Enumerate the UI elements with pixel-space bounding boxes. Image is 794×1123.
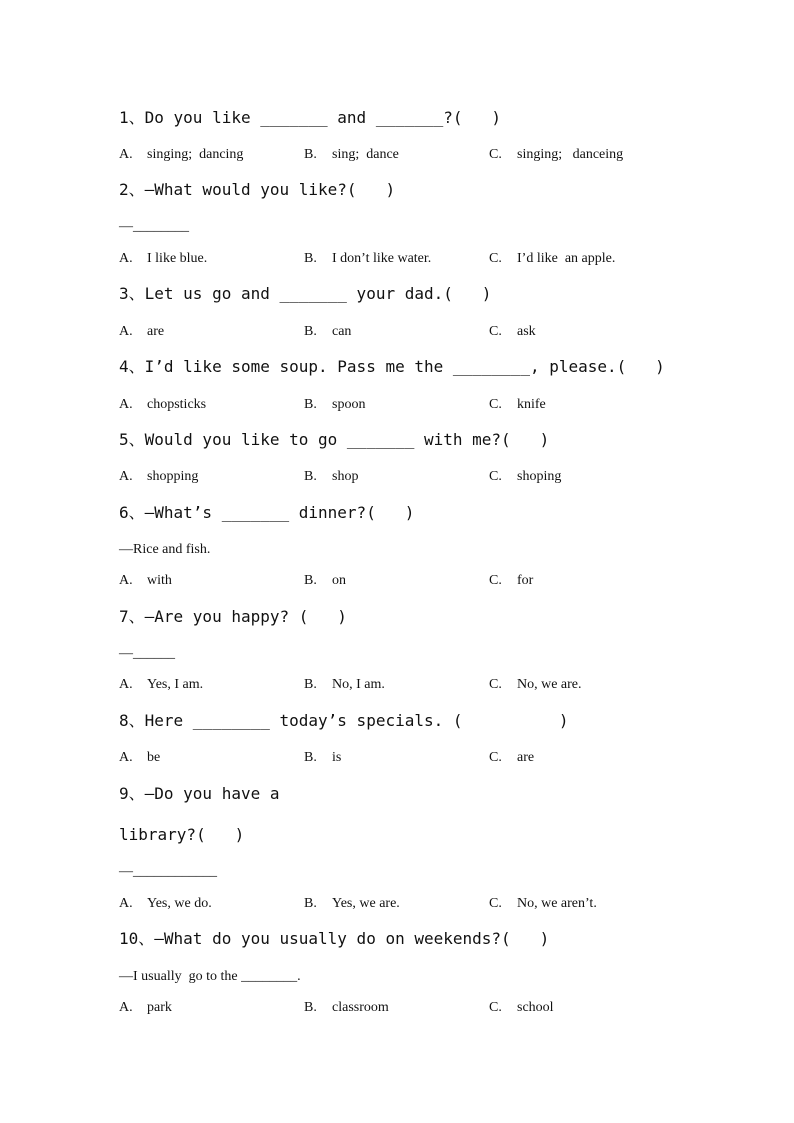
question-1-option-c[interactable]: C. singing; danceing: [489, 147, 624, 162]
question-2-text: 2、—What would you like?( ): [119, 180, 396, 199]
question-10-option-c[interactable]: C. school: [489, 1000, 554, 1015]
question-3-option-a[interactable]: A. are: [119, 324, 165, 339]
question-9-option-a[interactable]: A. Yes, we do.: [119, 896, 212, 911]
question-9-answer-line: —____________: [119, 864, 217, 879]
question-1-text: 1、Do you like _______ and _______?( ): [119, 108, 502, 127]
question-4-option-c[interactable]: C. knife: [489, 397, 546, 412]
question-4-option-b[interactable]: B. spoon: [304, 397, 366, 412]
question-5-option-b[interactable]: B. shop: [304, 469, 359, 484]
question-2-option-c[interactable]: C. I’d like an apple.: [489, 251, 616, 266]
question-4-option-a[interactable]: A. chopsticks: [119, 397, 207, 412]
question-1-option-a[interactable]: A. singing; dancing: [119, 147, 244, 162]
question-10-text: 10、—What do you usually do on weekends?( ): [119, 929, 550, 948]
question-5-option-c[interactable]: C. shoping: [489, 469, 562, 484]
question-3-option-c[interactable]: C. ask: [489, 324, 536, 339]
question-6-option-b[interactable]: B. on: [304, 573, 346, 588]
question-7-text: 7、—Are you happy? ( ): [119, 607, 347, 626]
question-8-option-a[interactable]: A. be: [119, 750, 161, 765]
question-7-answer-line: —______: [119, 646, 175, 661]
question-4-text: 4、I’d like some soup. Pass me the ________, please.( ): [119, 357, 665, 376]
question-6-answer-line: —Rice and fish.: [119, 542, 211, 557]
question-9-text: 9、—Do you have a: [119, 784, 280, 803]
question-2-option-a[interactable]: A. I like blue.: [119, 251, 208, 266]
question-6-option-c[interactable]: C. for: [489, 573, 534, 588]
question-8-option-c[interactable]: C. are: [489, 750, 535, 765]
question-8-option-b[interactable]: B. is: [304, 750, 342, 765]
question-5-text: 5、Would you like to go _______ with me?( ): [119, 430, 550, 449]
question-5-option-a[interactable]: A. shopping: [119, 469, 199, 484]
question-3-text: 3、Let us go and _______ your dad.( ): [119, 284, 492, 303]
question-2-option-b[interactable]: B. I don’t like water.: [304, 251, 432, 266]
question-6-option-a[interactable]: A. with: [119, 573, 172, 588]
question-7-option-b[interactable]: B. No, I am.: [304, 677, 385, 692]
question-8-text: 8、Here ________ today’s specials. ( ): [119, 711, 569, 730]
question-10-option-a[interactable]: A. park: [119, 1000, 172, 1015]
question-9-option-b[interactable]: B. Yes, we are.: [304, 896, 400, 911]
question-9-option-c[interactable]: C. No, we aren’t.: [489, 896, 597, 911]
question-10-answer-line: —I usually go to the ________.: [119, 969, 301, 984]
question-9-text-continued: library?( ): [119, 825, 245, 844]
question-2-answer-line: —________: [119, 219, 189, 234]
question-3-option-b[interactable]: B. can: [304, 324, 352, 339]
question-7-option-a[interactable]: A. Yes, I am.: [119, 677, 204, 692]
question-10-option-b[interactable]: B. classroom: [304, 1000, 389, 1015]
question-6-text: 6、—What’s _______ dinner?( ): [119, 503, 415, 522]
question-1-option-b[interactable]: B. sing; dance: [304, 147, 399, 162]
question-7-option-c[interactable]: C. No, we are.: [489, 677, 582, 692]
